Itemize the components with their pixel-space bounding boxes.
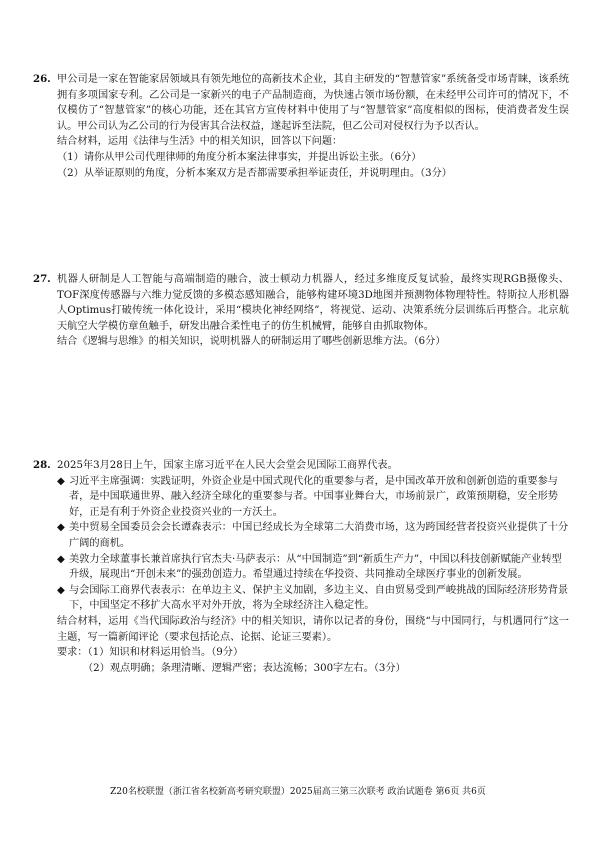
material-paragraph: 机器人研制是人工智能与高端制造的融合，波士顿动力机器人，经过多维度反复试验，最终实现RGB摄像头、TOF深度传感器与六维力觉反馈的多模态感知融合，能够构建环境3D地图并预测物体物理特性。特斯拉人形机器人Optimus打破传统一体化设计，采用“模块化神经网络”，将视觉、运动、决策系统分层训练后再整合。北京航天航空大学模仿章鱼触手，研发出融合柔性电子的仿生机械臂，能够自由抓取物体。 [57, 274, 569, 332]
question-26 [33, 72, 569, 181]
list-item: ◆ 美敦力全球董事长兼首席执行官杰夫·马萨表示：从“中国制造”到“新质生产力”，中国以科技创新赋能产业转型升级，展现出“开创未来”的强劲创造力。希望通过持续在华投资、共同推动全球医疗事业的创新发展。 [57, 553, 562, 581]
page-footer: Z20名校联盟（浙江省名校新高考研究联盟）2025届高三第三次联考 政治试题卷 第6页 共6页 [110, 787, 486, 797]
sub-question-2: （2）从举证原则的角度，分析本案双方是否都需要承担举证责任，并说明理由。（3分） [57, 167, 452, 179]
instruction: 结合材料，运用《法律与生活》中的相关知识，回答以下问题： [57, 136, 343, 148]
material-paragraph: 甲公司是一家在智能家居领域具有领先地位的高新技术企业，其自主研发的“智慧管家”系统备受市场青睐，该系统拥有多项国家专利。乙公司是一家新兴的电子产品制造商，为快速占领市场份额，在未经甲公司许可的情况下，不仅模仿了“智慧管家”的核心功能，还在其官方宣传材料中使用了与“智慧管家”高度相似的图标，使消费者发生误认。甲公司认为乙公司的行为侵害其合法权益，遂起诉至法院，但乙公司对侵权行为予以否认。 [57, 74, 569, 132]
list-item: ◆ 美中贸易全国委员会会长谭森表示：中国已经成长为全球第二大消费市场，这为跨国经营者投资兴业提供了十分广阔的商机。 [57, 522, 569, 549]
diamond-icon: ◆ [57, 522, 65, 534]
intro-paragraph: 2025年3月28日上午，国家主席习近平在人民大会堂会见国际工商界代表。 [57, 460, 398, 471]
question-27 [33, 272, 569, 350]
question-number: 28. [33, 459, 51, 471]
requirement-1: 要求：（1）知识和材料运用恰当。（9分） [57, 647, 244, 659]
instruction: 结合《逻辑与思维》的相关知识，说明机器人的研制运用了哪些创新思维方法。（6分） [57, 336, 446, 348]
quote-list [57, 474, 569, 614]
diamond-icon: ◆ [57, 584, 65, 596]
question-number: 26. [33, 73, 51, 85]
sub-question-1: （1）请你从甲公司代理律师的角度分析本案法律事实，并提出诉讼主张。（6分） [57, 151, 422, 163]
requirement-label: 要求： [57, 647, 88, 659]
requirement-2: （2）观点明确；条理清晰、逻辑严密；表达流畅；300字左右。（3分） [83, 662, 406, 674]
task-paragraph: 结合材料，运用《当代国际政治与经济》中的相关知识，请你以记者的身份，围绕“与中国同行，与机遇同行”这一主题，写一篇新闻评论（要求包括论点、论据、论证三要素）。 [57, 615, 569, 643]
question-body [57, 72, 569, 181]
list-item: ◆ 与会国际工商界代表表示：在单边主义、保护主义加剧，多边主义、自由贸易受到严峻挑战的国际经济形势背景下，中国坚定不移扩大高水平对外开放，将为全球经济注入稳定性。 [57, 584, 569, 612]
diamond-icon: ◆ [57, 553, 65, 565]
question-body [57, 272, 569, 350]
question-28 [33, 458, 569, 676]
diamond-icon: ◆ [57, 475, 65, 487]
list-item: ◆ 习近平主席强调：实践证明，外资企业是中国式现代化的重要参与者，是中国改革开放和创新创造的重要参与者，是中国联通世界、融入经济全球化的重要参与者。中国事业舞台大，市场前景广，政策预期稳，安全形势好，正是有利于外资企业投资兴业的一方沃土。 [57, 475, 558, 518]
question-number: 27. [33, 273, 51, 285]
question-body [57, 458, 569, 676]
